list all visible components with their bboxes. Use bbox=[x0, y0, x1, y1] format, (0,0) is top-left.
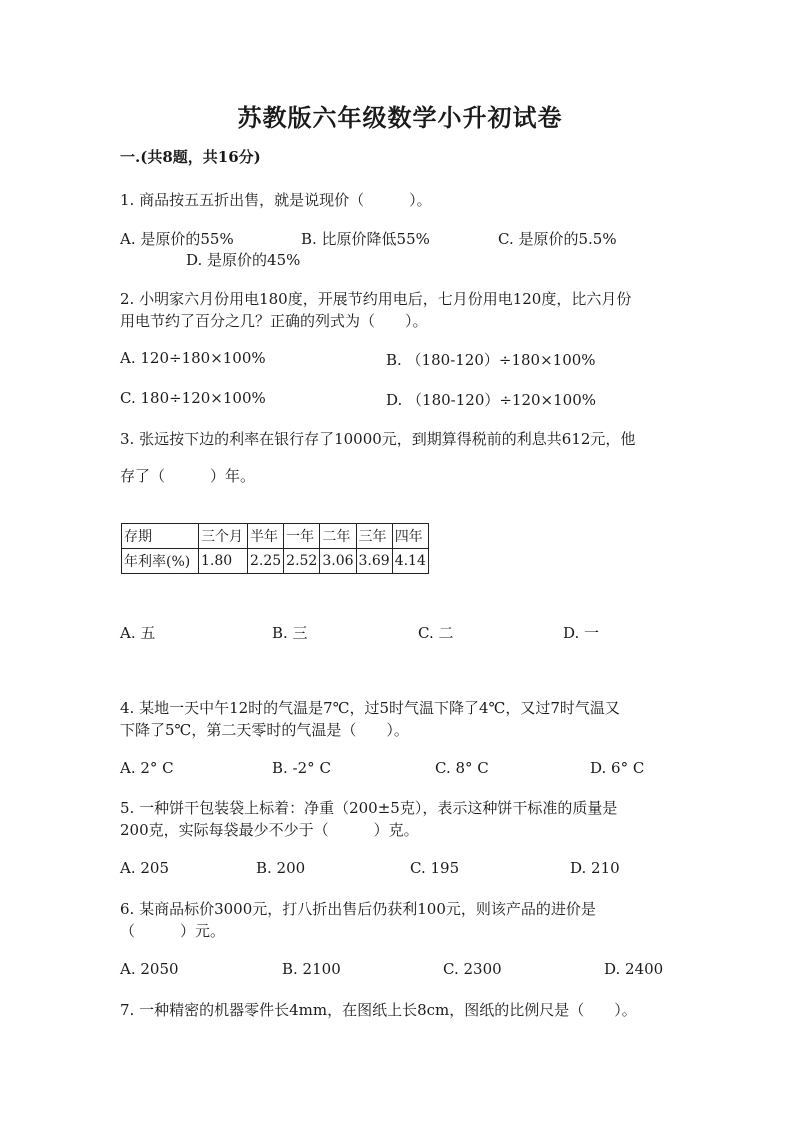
question-1-text: 1. 商品按五五折出售，就是说现价（ ）。 bbox=[120, 191, 432, 209]
section-heading: 一.(共8题，共16分) bbox=[120, 148, 261, 166]
table-cell: 3.06 bbox=[320, 549, 356, 574]
question-3-option-a: A. 五 bbox=[120, 624, 156, 642]
question-7-text: 7. 一种精密的机器零件长4mm，在图纸上长8cm，图纸的比例尺是（ ）。 bbox=[120, 1001, 637, 1019]
rate-table-value-row bbox=[122, 549, 429, 574]
question-3-line-2: 存了（ ）年。 bbox=[120, 467, 256, 485]
question-6-line-2: （ ）元。 bbox=[120, 922, 226, 940]
rate-table-header-row bbox=[122, 524, 429, 549]
question-5-option-d: D. 210 bbox=[570, 859, 620, 877]
question-2-option-d: D. （180-120）÷120×100% bbox=[386, 391, 597, 409]
question-2-option-a: A. 120÷180×100% bbox=[120, 349, 266, 367]
table-cell: 年利率(%) bbox=[122, 549, 199, 574]
table-cell: 三个月 bbox=[199, 524, 248, 549]
question-6-option-b: B. 2100 bbox=[282, 960, 341, 978]
question-5-option-c: C. 195 bbox=[410, 859, 460, 877]
question-1-option-b: B. 比原价降低55% bbox=[301, 230, 430, 248]
question-2-line-2: 用电节约了百分之几？正确的列式为（ ）。 bbox=[120, 312, 428, 330]
table-cell: 2.25 bbox=[248, 549, 284, 574]
page-title: 苏教版六年级数学小升初试卷 bbox=[237, 103, 563, 132]
question-1-option-d: D. 是原价的45% bbox=[186, 251, 301, 269]
question-5-option-a: A. 205 bbox=[120, 859, 169, 877]
table-cell: 半年 bbox=[248, 524, 284, 549]
table-cell: 三年 bbox=[356, 524, 392, 549]
question-3-option-c: C. 二 bbox=[418, 624, 454, 642]
question-4-option-b: B. -2° C bbox=[272, 759, 331, 777]
question-3-option-d: D. 一 bbox=[563, 624, 600, 642]
question-4-line-1: 4. 某地一天中午12时的气温是7℃，过5时气温下降了4℃，又过7时气温又 bbox=[120, 699, 620, 717]
question-4-option-d: D. 6° C bbox=[590, 759, 645, 777]
table-cell: 1.80 bbox=[199, 549, 248, 574]
table-cell: 二年 bbox=[320, 524, 356, 549]
question-5-line-1: 5. 一种饼干包装袋上标着：净重（200±5克），表示这种饼干标准的质量是 bbox=[120, 799, 618, 817]
question-2-line-1: 2. 小明家六月份用电180度，开展节约用电后，七月份用电120度，比六月份 bbox=[120, 290, 632, 308]
table-cell: 存期 bbox=[122, 524, 199, 549]
table-cell: 4.14 bbox=[392, 549, 428, 574]
question-4-option-a: A. 2° C bbox=[120, 759, 174, 777]
question-2-option-c: C. 180÷120×100% bbox=[120, 389, 266, 407]
question-2-option-b: B. （180-120）÷180×100% bbox=[386, 351, 596, 369]
question-4-option-c: C. 8° C bbox=[435, 759, 489, 777]
table-cell: 3.69 bbox=[356, 549, 392, 574]
table-cell: 一年 bbox=[284, 524, 320, 549]
question-5-line-2: 200克，实际每袋最少不少于（ ）克。 bbox=[120, 821, 419, 839]
question-6-option-d: D. 2400 bbox=[604, 960, 664, 978]
question-6-line-1: 6. 某商品标价3000元，打八折出售后仍获利100元，则该产品的进价是 bbox=[120, 900, 596, 918]
interest-rate-table bbox=[121, 523, 429, 574]
question-3-option-b: B. 三 bbox=[272, 624, 308, 642]
question-1-option-c: C. 是原价的5.5% bbox=[498, 230, 617, 248]
question-3-line-1: 3. 张远按下边的利率在银行存了10000元，到期算得税前的利息共612元，他 bbox=[120, 430, 636, 448]
question-1-option-a: A. 是原价的55% bbox=[120, 230, 234, 248]
question-6-option-a: A. 2050 bbox=[120, 960, 179, 978]
question-5-option-b: B. 200 bbox=[256, 859, 306, 877]
table-cell: 2.52 bbox=[284, 549, 320, 574]
question-4-line-2: 下降了5℃，第二天零时的气温是（ ）。 bbox=[120, 721, 409, 739]
table-cell: 四年 bbox=[392, 524, 428, 549]
question-6-option-c: C. 2300 bbox=[443, 960, 502, 978]
